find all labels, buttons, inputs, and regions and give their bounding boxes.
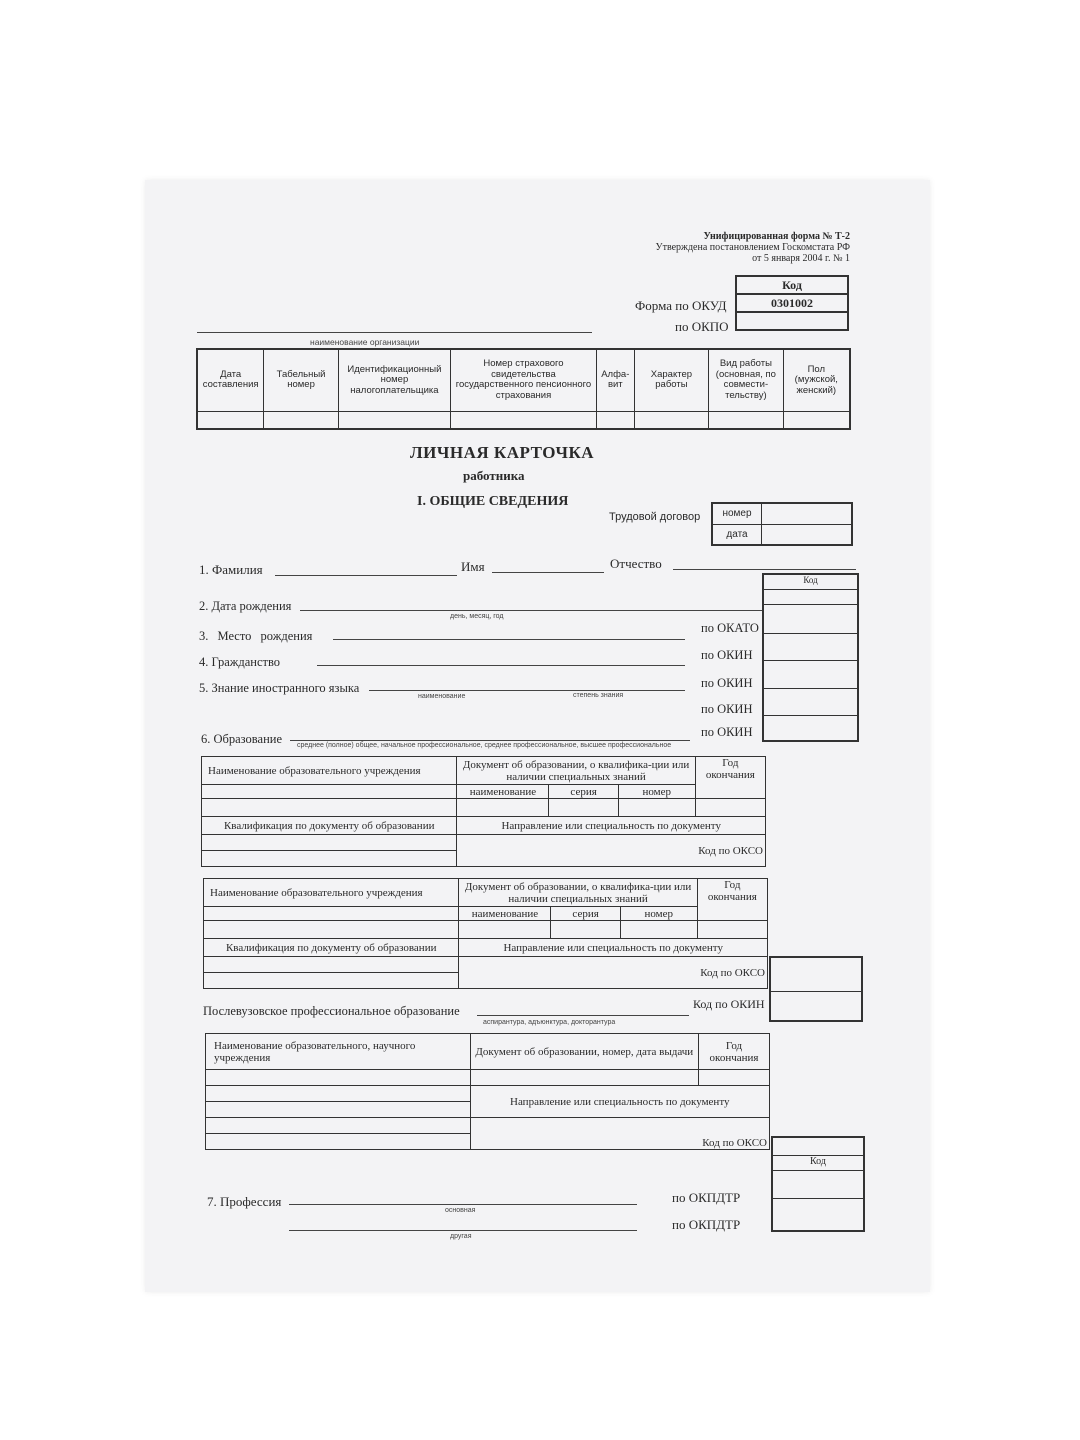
okpdtr1-cell[interactable] xyxy=(773,1171,863,1199)
col-work-nature: Характер работы xyxy=(634,349,708,411)
okin2-label: по ОКИН xyxy=(701,676,753,690)
postgrad-institution-cell[interactable] xyxy=(206,1070,471,1086)
okin4-label: по ОКИН xyxy=(701,725,753,739)
education-label: 6. Образование xyxy=(201,732,283,746)
personal-code-header: Код xyxy=(764,575,857,590)
edu1-doc-series-cell[interactable] xyxy=(549,799,618,817)
postgrad-document-cell[interactable] xyxy=(470,1070,699,1086)
cell-alphabet[interactable] xyxy=(596,411,634,429)
postgrad-caption: аспирантура, адъюнктура, докторантура xyxy=(483,1019,616,1026)
cell-gender[interactable] xyxy=(783,411,850,429)
education-table-2 xyxy=(203,878,768,989)
edu1-institution-cell[interactable] xyxy=(202,785,457,799)
edu1-specialty-header: Направление или специальность по документу xyxy=(457,817,766,835)
postgrad-year-header: Год окончания xyxy=(699,1034,770,1070)
edu2-qualification-header: Квалификация по документу об образовании xyxy=(204,939,459,957)
col-snils: Номер страхового свидетельства государственного пенсионного страхования xyxy=(451,349,597,411)
name-field[interactable] xyxy=(492,572,604,573)
profession-other-caption: другая xyxy=(450,1233,472,1240)
col-gender: Пол (мужской, женский) xyxy=(783,349,850,411)
contract-label: Трудовой договор xyxy=(609,511,701,523)
postgrad-institution-cell-2[interactable] xyxy=(206,1086,471,1102)
edu2-doc-name-header: наименование xyxy=(459,907,551,921)
edu1-year-cell[interactable] xyxy=(695,799,765,817)
profession-label: 7. Профессия xyxy=(207,1194,282,1209)
birthplace-label: 3. Место рождения xyxy=(199,629,313,643)
profession-other-field[interactable] xyxy=(289,1230,637,1231)
postgrad-institution-cell-4[interactable] xyxy=(206,1118,471,1134)
edu2-institution-cell-2[interactable] xyxy=(204,921,459,939)
edu1-document-header: Документ об образовании, о квалифика-ции или наличии специальных знаний xyxy=(457,757,695,785)
code-cell-birth[interactable] xyxy=(764,590,857,605)
okpo-value-cell[interactable] xyxy=(736,312,848,330)
profession-main-field[interactable] xyxy=(289,1204,637,1205)
education-table-1 xyxy=(201,756,766,867)
col-work-type: Вид работы (основная, по совмести-тельству) xyxy=(709,349,783,411)
edu2-doc-series-header: серия xyxy=(551,907,620,921)
card-title: ЛИЧНАЯ КАРТОЧКА xyxy=(410,443,595,462)
okud-label: Форма по ОКУД xyxy=(635,298,727,313)
okin1-label: по ОКИН xyxy=(701,648,753,662)
okpdtr1-label: по ОКПДТР xyxy=(672,1190,741,1205)
profession-code-header: Код xyxy=(773,1156,863,1171)
cell-snils[interactable] xyxy=(451,411,597,429)
edu1-okso-label: Код по ОКСО xyxy=(457,835,766,867)
organization-caption: наименование организации xyxy=(310,337,420,347)
edu2-doc-number-cell[interactable] xyxy=(620,921,697,939)
birthplace-field[interactable] xyxy=(333,639,685,640)
citizenship-label: 4. Гражданство xyxy=(199,655,281,669)
okpdtr2-label: по ОКПДТР xyxy=(672,1217,741,1232)
edu2-doc-series-cell[interactable] xyxy=(551,921,620,939)
postgrad-okso-cell[interactable] xyxy=(773,1138,863,1156)
form-sheet xyxy=(145,180,930,1292)
okpo-label: по ОКПО xyxy=(675,319,729,334)
citizenship-field[interactable] xyxy=(317,665,685,666)
surname-field[interactable] xyxy=(275,575,457,576)
postgrad-document-header: Документ об образовании, номер, дата выдачи xyxy=(470,1034,699,1070)
col-alphabet: Алфа-вит xyxy=(596,349,634,411)
edu1-doc-number-header: номер xyxy=(618,785,695,799)
postgrad-field[interactable] xyxy=(477,1015,689,1016)
code-cell-okato[interactable] xyxy=(764,634,857,661)
education-field[interactable] xyxy=(290,740,690,741)
organization-line[interactable] xyxy=(197,332,592,333)
postgrad-okin-cell[interactable] xyxy=(771,992,861,1019)
language-caption-name: наименование xyxy=(418,693,466,700)
edu1-institution-cell-2[interactable] xyxy=(202,799,457,817)
card-subtitle: работника xyxy=(463,468,525,483)
code-table xyxy=(735,275,849,331)
birth-label: 2. Дата рождения xyxy=(199,599,292,613)
edu1-doc-name-cell[interactable] xyxy=(457,799,549,817)
edu2-year-cell[interactable] xyxy=(697,921,767,939)
edu2-institution-cell[interactable] xyxy=(204,907,459,921)
okud-value: 0301002 xyxy=(736,294,848,312)
edu2-institution-header: Наименование образовательного учреждения xyxy=(204,879,459,907)
language-caption-level: степень знания xyxy=(573,692,624,699)
edu2-qualification-cell-2[interactable] xyxy=(204,973,459,989)
approved-date: от 5 января 2004 г. № 1 xyxy=(752,253,850,264)
contract-date-label: дата xyxy=(712,524,762,545)
profession-code-box xyxy=(771,1136,865,1232)
col-date: Дата составления xyxy=(197,349,264,411)
code-cell-okin3[interactable] xyxy=(764,716,857,738)
edu1-qualification-cell-2[interactable] xyxy=(202,851,457,867)
postgrad-okso-label: Код по ОКСО xyxy=(470,1118,770,1150)
code-cell-okin2[interactable] xyxy=(764,689,857,716)
name-label: Имя xyxy=(461,559,485,574)
edu1-doc-name-header: наименование xyxy=(457,785,549,799)
edu2-doc-name-cell[interactable] xyxy=(459,921,551,939)
edu1-qualification-cell[interactable] xyxy=(202,835,457,851)
postgrad-institution-cell-5[interactable] xyxy=(206,1134,471,1150)
postgrad-institution-header: Наименование образовательного, научного учреждения xyxy=(206,1034,471,1070)
surname-label: 1. Фамилия xyxy=(199,562,263,577)
birth-caption: день, месяц, год xyxy=(450,613,504,620)
edu2-document-header: Документ об образовании, о квалифика-ции или наличии специальных знаний xyxy=(459,879,697,907)
profession-main-caption: основная xyxy=(445,1207,476,1214)
edu2-doc-number-header: номер xyxy=(620,907,697,921)
language-label: 5. Знание иностранного языка xyxy=(199,681,360,695)
okato-label: по ОКАТО xyxy=(701,621,759,635)
edu2-specialty-header: Направление или специальность по документу xyxy=(459,939,768,957)
col-tab-number: Табельный номер xyxy=(264,349,338,411)
personal-codes-box xyxy=(762,573,859,742)
edu2-code-box xyxy=(769,956,863,1022)
cell-work-nature[interactable] xyxy=(634,411,708,429)
cell-date[interactable] xyxy=(197,411,264,429)
cell-work-type[interactable] xyxy=(709,411,783,429)
edu1-doc-series-header: серия xyxy=(549,785,618,799)
postgrad-institution-cell-3[interactable] xyxy=(206,1102,471,1118)
okpdtr2-cell[interactable] xyxy=(773,1199,863,1227)
contract-number-label: номер xyxy=(712,503,762,524)
code-header: Код xyxy=(736,276,848,294)
code-cell-okin1[interactable] xyxy=(764,661,857,689)
postgrad-year-cell[interactable] xyxy=(699,1070,770,1086)
postgrad-table xyxy=(205,1033,770,1150)
contract-date-cell[interactable] xyxy=(762,524,853,545)
postgrad-okin-label: Код по ОКИН xyxy=(693,997,765,1011)
contract-number-cell[interactable] xyxy=(762,503,853,524)
cell-tab-number[interactable] xyxy=(264,411,338,429)
edu1-institution-header: Наименование образовательного учреждения xyxy=(202,757,457,785)
patronymic-field[interactable] xyxy=(673,569,856,570)
approved-label: Утверждена постановлением Госкомстата РФ xyxy=(655,242,850,253)
section-title: I. ОБЩИЕ СВЕДЕНИЯ xyxy=(417,494,569,509)
edu2-okso-label: Код по ОКСО xyxy=(459,957,768,989)
cell-inn[interactable] xyxy=(338,411,450,429)
col-inn: Идентификационный номер налогоплательщика xyxy=(338,349,450,411)
contract-table xyxy=(711,502,853,546)
education-caption: среднее (полное) общее, начальное профессиональное, среднее профессиональное, высшее профессиональное xyxy=(297,742,672,749)
edu2-qualification-cell[interactable] xyxy=(204,957,459,973)
unified-form-label: Унифицированная форма № Т-2 xyxy=(703,231,850,242)
patronymic-label: Отчество xyxy=(610,556,662,571)
postgrad-label: Послевузовское профессиональное образование xyxy=(203,1004,460,1018)
edu2-year-header: Год окончания xyxy=(697,879,767,921)
language-field[interactable] xyxy=(369,690,685,691)
edu1-qualification-header: Квалификация по документу об образовании xyxy=(202,817,457,835)
form-header xyxy=(625,231,850,264)
edu2-okso-cell[interactable] xyxy=(771,958,861,992)
edu1-doc-number-cell[interactable] xyxy=(618,799,695,817)
okin3-label: по ОКИН xyxy=(701,702,753,716)
top-info-table xyxy=(196,348,851,430)
birth-field[interactable] xyxy=(300,610,762,611)
code-cell-birthplace[interactable] xyxy=(764,605,857,634)
edu1-year-header: Год окончания xyxy=(695,757,765,799)
postgrad-specialty-header: Направление или специальность по документу xyxy=(470,1086,770,1118)
